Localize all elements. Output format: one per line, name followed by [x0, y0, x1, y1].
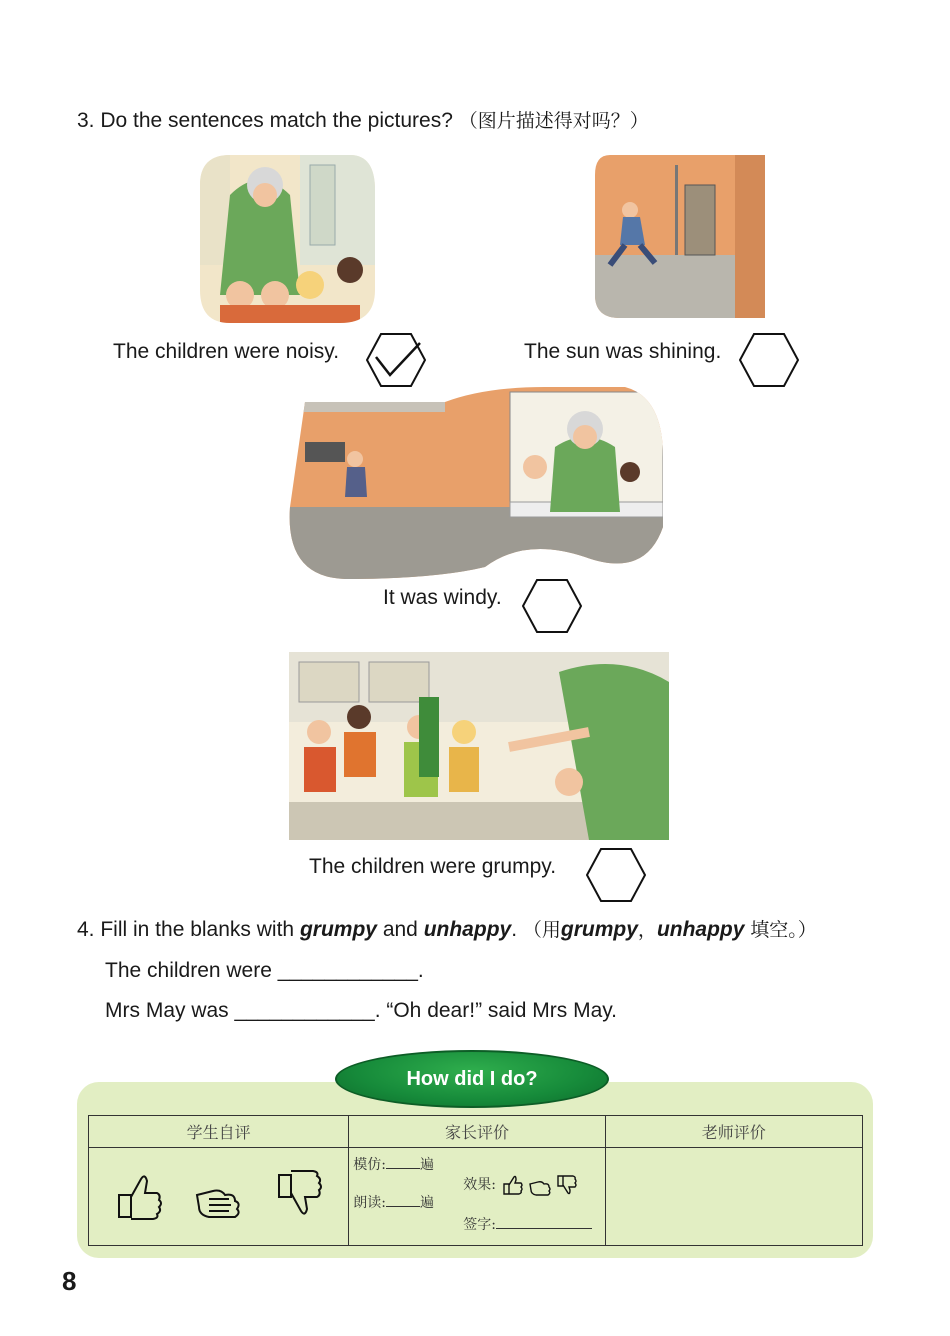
- thumbs-down-icon[interactable]: [279, 1171, 321, 1214]
- word-grumpy: grumpy: [299, 918, 377, 941]
- answer-hexagon-grumpy[interactable]: [586, 848, 646, 902]
- evaluation-table: [88, 1115, 863, 1246]
- effect-row: 效果:: [463, 1174, 580, 1196]
- picture-windy: [285, 387, 663, 579]
- col-teacher: 老师评价: [605, 1116, 862, 1148]
- q4-title: 4. Fill in the blanks with grumpy and unhappy. （用grumpy，unhappy 填空。）: [77, 918, 817, 941]
- answer-hexagon-noisy[interactable]: [366, 333, 426, 387]
- word-unhappy: unhappy: [423, 918, 512, 941]
- read-blank[interactable]: [386, 1192, 420, 1207]
- teacher-eval-cell[interactable]: [605, 1148, 862, 1246]
- fill-line-mrs-may: Mrs May was ____________. “Oh dear!” said Mrs May.: [105, 999, 618, 1022]
- thumbs-up-icon[interactable]: [119, 1176, 161, 1219]
- q3-title-cn: （图片描述得对吗？）: [458, 110, 649, 132]
- sentence-noisy: The children were noisy.: [113, 340, 340, 363]
- student-self-eval-cell: [89, 1148, 349, 1246]
- picture-noisy-children: [200, 155, 375, 323]
- small-thumbs-up-icon[interactable]: [504, 1176, 522, 1194]
- self-eval-icons: [109, 1165, 329, 1225]
- how-did-i-do-badge: How did I do?: [335, 1050, 609, 1108]
- fill-line-children: The children were ____________.: [105, 959, 424, 982]
- picture-grumpy-children: [289, 652, 669, 840]
- parent-eval-cell: [349, 1148, 605, 1246]
- blank-children[interactable]: ____________: [277, 959, 418, 982]
- sentence-sun: The sun was shining.: [524, 340, 722, 363]
- sentence-grumpy: The children were grumpy.: [309, 855, 557, 878]
- effect-icons: [500, 1174, 580, 1196]
- blank-mrs-may[interactable]: ____________: [234, 999, 375, 1022]
- answer-hexagon-windy[interactable]: [522, 579, 582, 633]
- q3-title-en: 3. Do the sentences match the pictures?: [77, 109, 453, 132]
- sign-blank[interactable]: [496, 1214, 592, 1229]
- sentence-windy: It was windy.: [383, 586, 502, 609]
- small-thumbs-sideways-icon[interactable]: [530, 1182, 550, 1195]
- imitate-blank[interactable]: [386, 1154, 420, 1169]
- read-row: 朗读: 遍: [353, 1192, 434, 1212]
- sign-row: 签字:: [463, 1214, 592, 1234]
- page-number: 8: [62, 1266, 77, 1296]
- thumbs-sideways-icon[interactable]: [197, 1190, 239, 1217]
- imitate-row: 模仿: 遍: [353, 1154, 434, 1174]
- picture-sun-shining: [595, 155, 765, 318]
- col-student: 学生自评: [89, 1116, 349, 1148]
- col-parent: 家长评价: [349, 1116, 605, 1148]
- small-thumbs-down-icon[interactable]: [558, 1176, 576, 1194]
- q3-title: [77, 106, 649, 133]
- check-mark-icon: [376, 343, 420, 375]
- answer-hexagon-sun[interactable]: [739, 333, 799, 387]
